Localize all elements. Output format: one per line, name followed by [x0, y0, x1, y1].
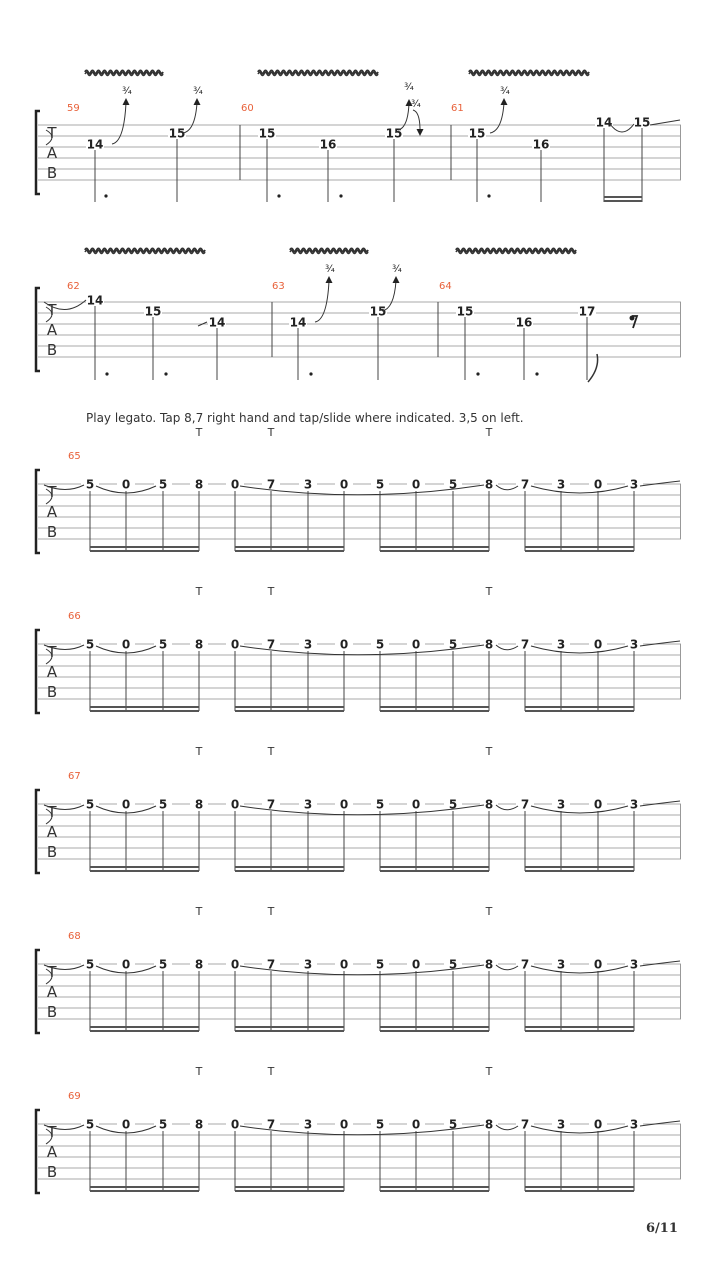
fret-number: 15 [385, 126, 403, 141]
tab-note [480, 637, 498, 652]
fret-number: 5 [158, 957, 168, 972]
bend-arrowhead [123, 98, 130, 105]
fret-number: 0 [230, 477, 240, 492]
tab-note [226, 1117, 244, 1132]
slide-curve [496, 645, 518, 650]
tab-note [589, 1117, 607, 1132]
eighth-rest [630, 316, 638, 329]
slide-curve [496, 1125, 518, 1130]
tab-note [480, 797, 498, 812]
tap-marker: T [485, 426, 493, 439]
fret-number: 17 [578, 304, 596, 319]
fret-number: 14 [289, 315, 307, 330]
fret-number: 3 [556, 637, 566, 652]
fret-number: 7 [520, 1117, 530, 1132]
staff-brace [36, 950, 40, 1033]
tab-note [516, 637, 534, 652]
fret-number: 3 [303, 957, 313, 972]
fret-number: 7 [266, 637, 276, 652]
bend-arrowhead [501, 98, 508, 105]
bend-amount-label: ¾ [411, 99, 421, 110]
tab-clef-t: T [47, 124, 57, 142]
fret-number: 16 [532, 137, 550, 152]
fret-number: 3 [629, 477, 639, 492]
tab-note [516, 957, 534, 972]
tab-clef-a: A [46, 663, 58, 681]
vibrato-2 [258, 71, 378, 76]
tab-note [407, 797, 425, 812]
tap-marker: T [267, 905, 275, 918]
staff-brace [36, 1110, 40, 1193]
tab-note [589, 797, 607, 812]
release-curve [413, 110, 420, 130]
tab-note [335, 637, 353, 652]
tab-note [625, 477, 643, 492]
bend-amount-label: ¾ [325, 264, 335, 275]
fret-number: 0 [411, 957, 421, 972]
tap-marker: T [195, 1065, 203, 1078]
measure-number-65: 65 [68, 451, 81, 462]
slur [531, 486, 628, 493]
bend-curve [112, 103, 126, 144]
measure-number-64: 64 [439, 281, 452, 292]
fret-number: 8 [484, 797, 494, 812]
tap-marker: T [485, 745, 493, 758]
tab-note [190, 477, 208, 492]
tab-note [335, 797, 353, 812]
tap-marker: T [267, 426, 275, 439]
measure-number-68: 68 [68, 931, 81, 942]
tap-marker: T [485, 905, 493, 918]
tab-note [208, 315, 226, 330]
tab-note [625, 637, 643, 652]
note-flag [588, 354, 598, 382]
measure-number-63: 63 [272, 281, 285, 292]
tap-marker: T [195, 426, 203, 439]
fret-number: 5 [375, 797, 385, 812]
measure-number-59: 59 [67, 103, 80, 114]
fret-number: 0 [339, 477, 349, 492]
tab-clef-a: A [46, 503, 58, 521]
fret-number: 3 [556, 477, 566, 492]
vibrato-5 [290, 249, 368, 254]
fret-number: 5 [85, 1117, 95, 1132]
dotted-rhythm-dot [535, 372, 538, 375]
slide-curve [496, 805, 518, 810]
tab-note [299, 797, 317, 812]
tab-note [299, 957, 317, 972]
tab-note [516, 797, 534, 812]
fret-number: 0 [230, 637, 240, 652]
tie-out [650, 120, 680, 125]
fret-number: 3 [629, 797, 639, 812]
fret-number: 3 [556, 1117, 566, 1132]
tab-note [371, 957, 389, 972]
dotted-rhythm-dot [277, 194, 280, 197]
fret-number: 5 [158, 1117, 168, 1132]
slide-curve [496, 485, 518, 490]
vibrato-wave-2 [456, 251, 576, 254]
tab-note [532, 137, 550, 152]
fret-number: 8 [194, 957, 204, 972]
fret-number: 5 [448, 797, 458, 812]
dotted-rhythm-dot [309, 372, 312, 375]
fret-number: 8 [484, 477, 494, 492]
tab-note [154, 957, 172, 972]
slur [531, 1126, 628, 1133]
dotted-rhythm-dot [105, 372, 108, 375]
vibrato-1 [85, 71, 163, 76]
tab-note [319, 137, 337, 152]
fret-number: 5 [448, 637, 458, 652]
fret-number: 0 [230, 797, 240, 812]
tab-note [371, 477, 389, 492]
tab-clef-b: B [46, 1163, 58, 1181]
tab-note [371, 797, 389, 812]
system-row-2 [36, 288, 681, 371]
fret-number: 5 [158, 477, 168, 492]
staff-brace [36, 111, 40, 194]
tab-clef-b: B [46, 843, 58, 861]
fret-number: 5 [448, 477, 458, 492]
fret-number: 0 [593, 1117, 603, 1132]
vibrato-wave-2 [85, 251, 205, 254]
tab-note [335, 1117, 353, 1132]
bend-arrowhead [326, 276, 333, 283]
fret-number: 0 [339, 957, 349, 972]
measure-number-66: 66 [68, 611, 81, 622]
tab-note [190, 797, 208, 812]
measure-number-69: 69 [68, 1091, 81, 1102]
fret-number: 15 [456, 304, 474, 319]
tap-marker: T [267, 745, 275, 758]
tab-note [552, 1117, 570, 1132]
fret-number: 8 [194, 797, 204, 812]
bend-3 [490, 86, 510, 133]
tab-note [407, 1117, 425, 1132]
page-number: 6/11 [646, 1221, 678, 1236]
fret-number: 5 [448, 957, 458, 972]
fret-number: 8 [194, 637, 204, 652]
tab-clef-b: B [46, 523, 58, 541]
tap-marker: T [267, 1065, 275, 1078]
tab-note [633, 115, 651, 130]
fret-number: 14 [208, 315, 226, 330]
fret-number: 0 [339, 637, 349, 652]
measure-number-60: 60 [241, 103, 254, 114]
tab-clef-b: B [46, 1003, 58, 1021]
fret-number: 3 [629, 1117, 639, 1132]
tab-clef-b: B [46, 683, 58, 701]
tab-clef-t: T [47, 963, 57, 981]
release-arrowhead [417, 129, 424, 136]
tab-note [226, 477, 244, 492]
staff-brace [36, 470, 40, 553]
tab-note [335, 957, 353, 972]
tab-note [552, 637, 570, 652]
tap-marker: T [195, 905, 203, 918]
fret-number: 8 [484, 1117, 494, 1132]
fret-number: 0 [411, 637, 421, 652]
tab-note [144, 304, 162, 319]
tab-note [289, 315, 307, 330]
tab-note [625, 797, 643, 812]
tab-note [154, 477, 172, 492]
tab-note [81, 477, 99, 492]
tab-note [117, 637, 135, 652]
bend-amount-label: ¾ [392, 264, 402, 275]
fret-number: 5 [375, 1117, 385, 1132]
fret-number: 8 [484, 637, 494, 652]
vibrato-4 [85, 249, 205, 254]
tab-note [456, 304, 474, 319]
fret-number: 0 [339, 797, 349, 812]
bend-arrowhead [194, 98, 201, 105]
fret-number: 15 [369, 304, 387, 319]
slur [531, 646, 628, 653]
tab-clef-a: A [46, 321, 58, 339]
fret-number: 3 [303, 477, 313, 492]
tab-clef-t: T [47, 643, 57, 661]
fret-number: 14 [86, 137, 104, 152]
tab-note [385, 126, 403, 141]
bend-amount-label: ¾ [500, 86, 510, 97]
fret-number: 15 [168, 126, 186, 141]
tap-marker: T [267, 585, 275, 598]
tab-clef-a: A [46, 144, 58, 162]
fret-number: 5 [158, 797, 168, 812]
tab-note [480, 477, 498, 492]
fret-number: 7 [266, 477, 276, 492]
tab-note [625, 957, 643, 972]
vibrato-wave-2 [469, 73, 589, 76]
tab-note [578, 304, 596, 319]
fret-number: 3 [629, 637, 639, 652]
fret-number: 8 [194, 477, 204, 492]
tab-note [258, 126, 276, 141]
bend-release-group [398, 82, 424, 136]
tab-note [117, 797, 135, 812]
tab-note [117, 1117, 135, 1132]
tab-note [154, 637, 172, 652]
fret-number: 7 [266, 797, 276, 812]
tab-note [86, 137, 104, 152]
fret-number: 14 [86, 293, 104, 308]
tab-note [468, 126, 486, 141]
fret-number: 5 [375, 637, 385, 652]
tab-note [299, 477, 317, 492]
tab-note [516, 477, 534, 492]
fret-number: 5 [375, 957, 385, 972]
vibrato-6 [456, 249, 576, 254]
bend-2 [183, 86, 203, 133]
tab-note [117, 957, 135, 972]
staff-brace [36, 288, 40, 371]
slur [531, 806, 628, 813]
tab-note [595, 115, 613, 130]
fret-number: 15 [144, 304, 162, 319]
tab-note [190, 637, 208, 652]
fret-number: 5 [85, 797, 95, 812]
tab-note [154, 1117, 172, 1132]
fret-number: 0 [121, 477, 131, 492]
tab-note [190, 957, 208, 972]
tab-note [589, 957, 607, 972]
fret-number: 5 [85, 477, 95, 492]
dotted-rhythm-dot [476, 372, 479, 375]
fret-number: 15 [468, 126, 486, 141]
fret-number: 0 [411, 477, 421, 492]
dotted-rhythm-dot [104, 194, 107, 197]
fret-number: 0 [593, 957, 603, 972]
tab-note [407, 637, 425, 652]
fret-number: 0 [121, 637, 131, 652]
tap-marker: T [485, 1065, 493, 1078]
measure-number-62: 62 [67, 281, 80, 292]
tab-note [589, 477, 607, 492]
fret-number: 15 [633, 115, 651, 130]
fret-number: 0 [339, 1117, 349, 1132]
tab-note [81, 797, 99, 812]
tab-note [369, 304, 387, 319]
fret-number: 7 [520, 477, 530, 492]
fret-number: 3 [556, 957, 566, 972]
fret-number: 0 [593, 637, 603, 652]
tab-note [86, 293, 104, 308]
tab-note [226, 957, 244, 972]
tab-note [407, 957, 425, 972]
fret-number: 5 [448, 1117, 458, 1132]
slide-curve [496, 965, 518, 970]
tab-note [480, 1117, 498, 1132]
fret-number: 5 [85, 637, 95, 652]
fret-number: 5 [158, 637, 168, 652]
fret-number: 5 [375, 477, 385, 492]
fret-number: 15 [258, 126, 276, 141]
tab-note [515, 315, 533, 330]
tab-note [335, 477, 353, 492]
tab-note [81, 637, 99, 652]
dotted-rhythm-dot [339, 194, 342, 197]
fret-number: 14 [595, 115, 613, 130]
tap-marker: T [195, 585, 203, 598]
fret-number: 3 [629, 957, 639, 972]
fret-number: 0 [121, 957, 131, 972]
bend-amount-label: ¾ [122, 86, 132, 97]
fret-number: 0 [230, 1117, 240, 1132]
tab-note [552, 797, 570, 812]
tab-note [480, 957, 498, 972]
fret-number: 8 [194, 1117, 204, 1132]
tap-marker: T [195, 745, 203, 758]
tab-note [226, 637, 244, 652]
fret-number: 7 [520, 797, 530, 812]
fret-number: 7 [266, 957, 276, 972]
fret-number: 3 [303, 637, 313, 652]
dotted-rhythm-dot [164, 372, 167, 375]
staff-brace [36, 790, 40, 873]
system-row-1 [36, 111, 681, 194]
fret-number: 16 [319, 137, 337, 152]
tab-note [299, 637, 317, 652]
tab-note [299, 1117, 317, 1132]
bend-amount-label: ¾ [404, 82, 414, 93]
dotted-rhythm-dot [487, 194, 490, 197]
measure-number-61: 61 [451, 103, 464, 114]
tab-note [190, 1117, 208, 1132]
tab-note [81, 957, 99, 972]
vibrato-wave-2 [258, 73, 378, 76]
bend-amount-label: ¾ [193, 86, 203, 97]
tab-note [625, 1117, 643, 1132]
fret-number: 3 [303, 797, 313, 812]
tab-clef-a: A [46, 1143, 58, 1161]
fret-number: 7 [520, 957, 530, 972]
tab-note [552, 477, 570, 492]
fret-number: 0 [593, 797, 603, 812]
fret-number: 7 [266, 1117, 276, 1132]
tab-note [589, 637, 607, 652]
bend-arrowhead [393, 276, 400, 283]
tab-clef-t: T [47, 301, 57, 319]
fret-number: 16 [515, 315, 533, 330]
vibrato-3 [469, 71, 589, 76]
tab-note [154, 797, 172, 812]
tab-clef-b: B [46, 341, 58, 359]
fret-number: 0 [230, 957, 240, 972]
fret-number: 0 [121, 797, 131, 812]
tab-note [371, 637, 389, 652]
tab-clef-t: T [47, 1123, 57, 1141]
bend-1 [112, 86, 132, 144]
fret-number: 0 [121, 1117, 131, 1132]
tab-note [516, 1117, 534, 1132]
fret-number: 0 [411, 1117, 421, 1132]
tab-clef-a: A [46, 823, 58, 841]
tab-note [371, 1117, 389, 1132]
tab-clef-t: T [47, 803, 57, 821]
tab-clef-b: B [46, 164, 58, 182]
fret-number: 7 [520, 637, 530, 652]
tab-note [552, 957, 570, 972]
fret-number: 0 [411, 797, 421, 812]
tab-clef-t: T [47, 483, 57, 501]
tab-clef-a: A [46, 983, 58, 1001]
fret-number: 3 [556, 797, 566, 812]
slur [531, 966, 628, 973]
fret-number: 8 [484, 957, 494, 972]
fret-number: 3 [303, 1117, 313, 1132]
tab-note [81, 1117, 99, 1132]
tab-note [117, 477, 135, 492]
bend-curve [490, 103, 504, 133]
tap-marker: T [485, 585, 493, 598]
staff-brace [36, 630, 40, 713]
tab-note [226, 797, 244, 812]
tab-note [407, 477, 425, 492]
fret-number: 5 [85, 957, 95, 972]
fret-number: 0 [593, 477, 603, 492]
performance-instruction: Play legato. Tap 8,7 right hand and tap/slide where indicated. 3,5 on left. [86, 411, 524, 425]
measure-number-67: 67 [68, 771, 81, 782]
